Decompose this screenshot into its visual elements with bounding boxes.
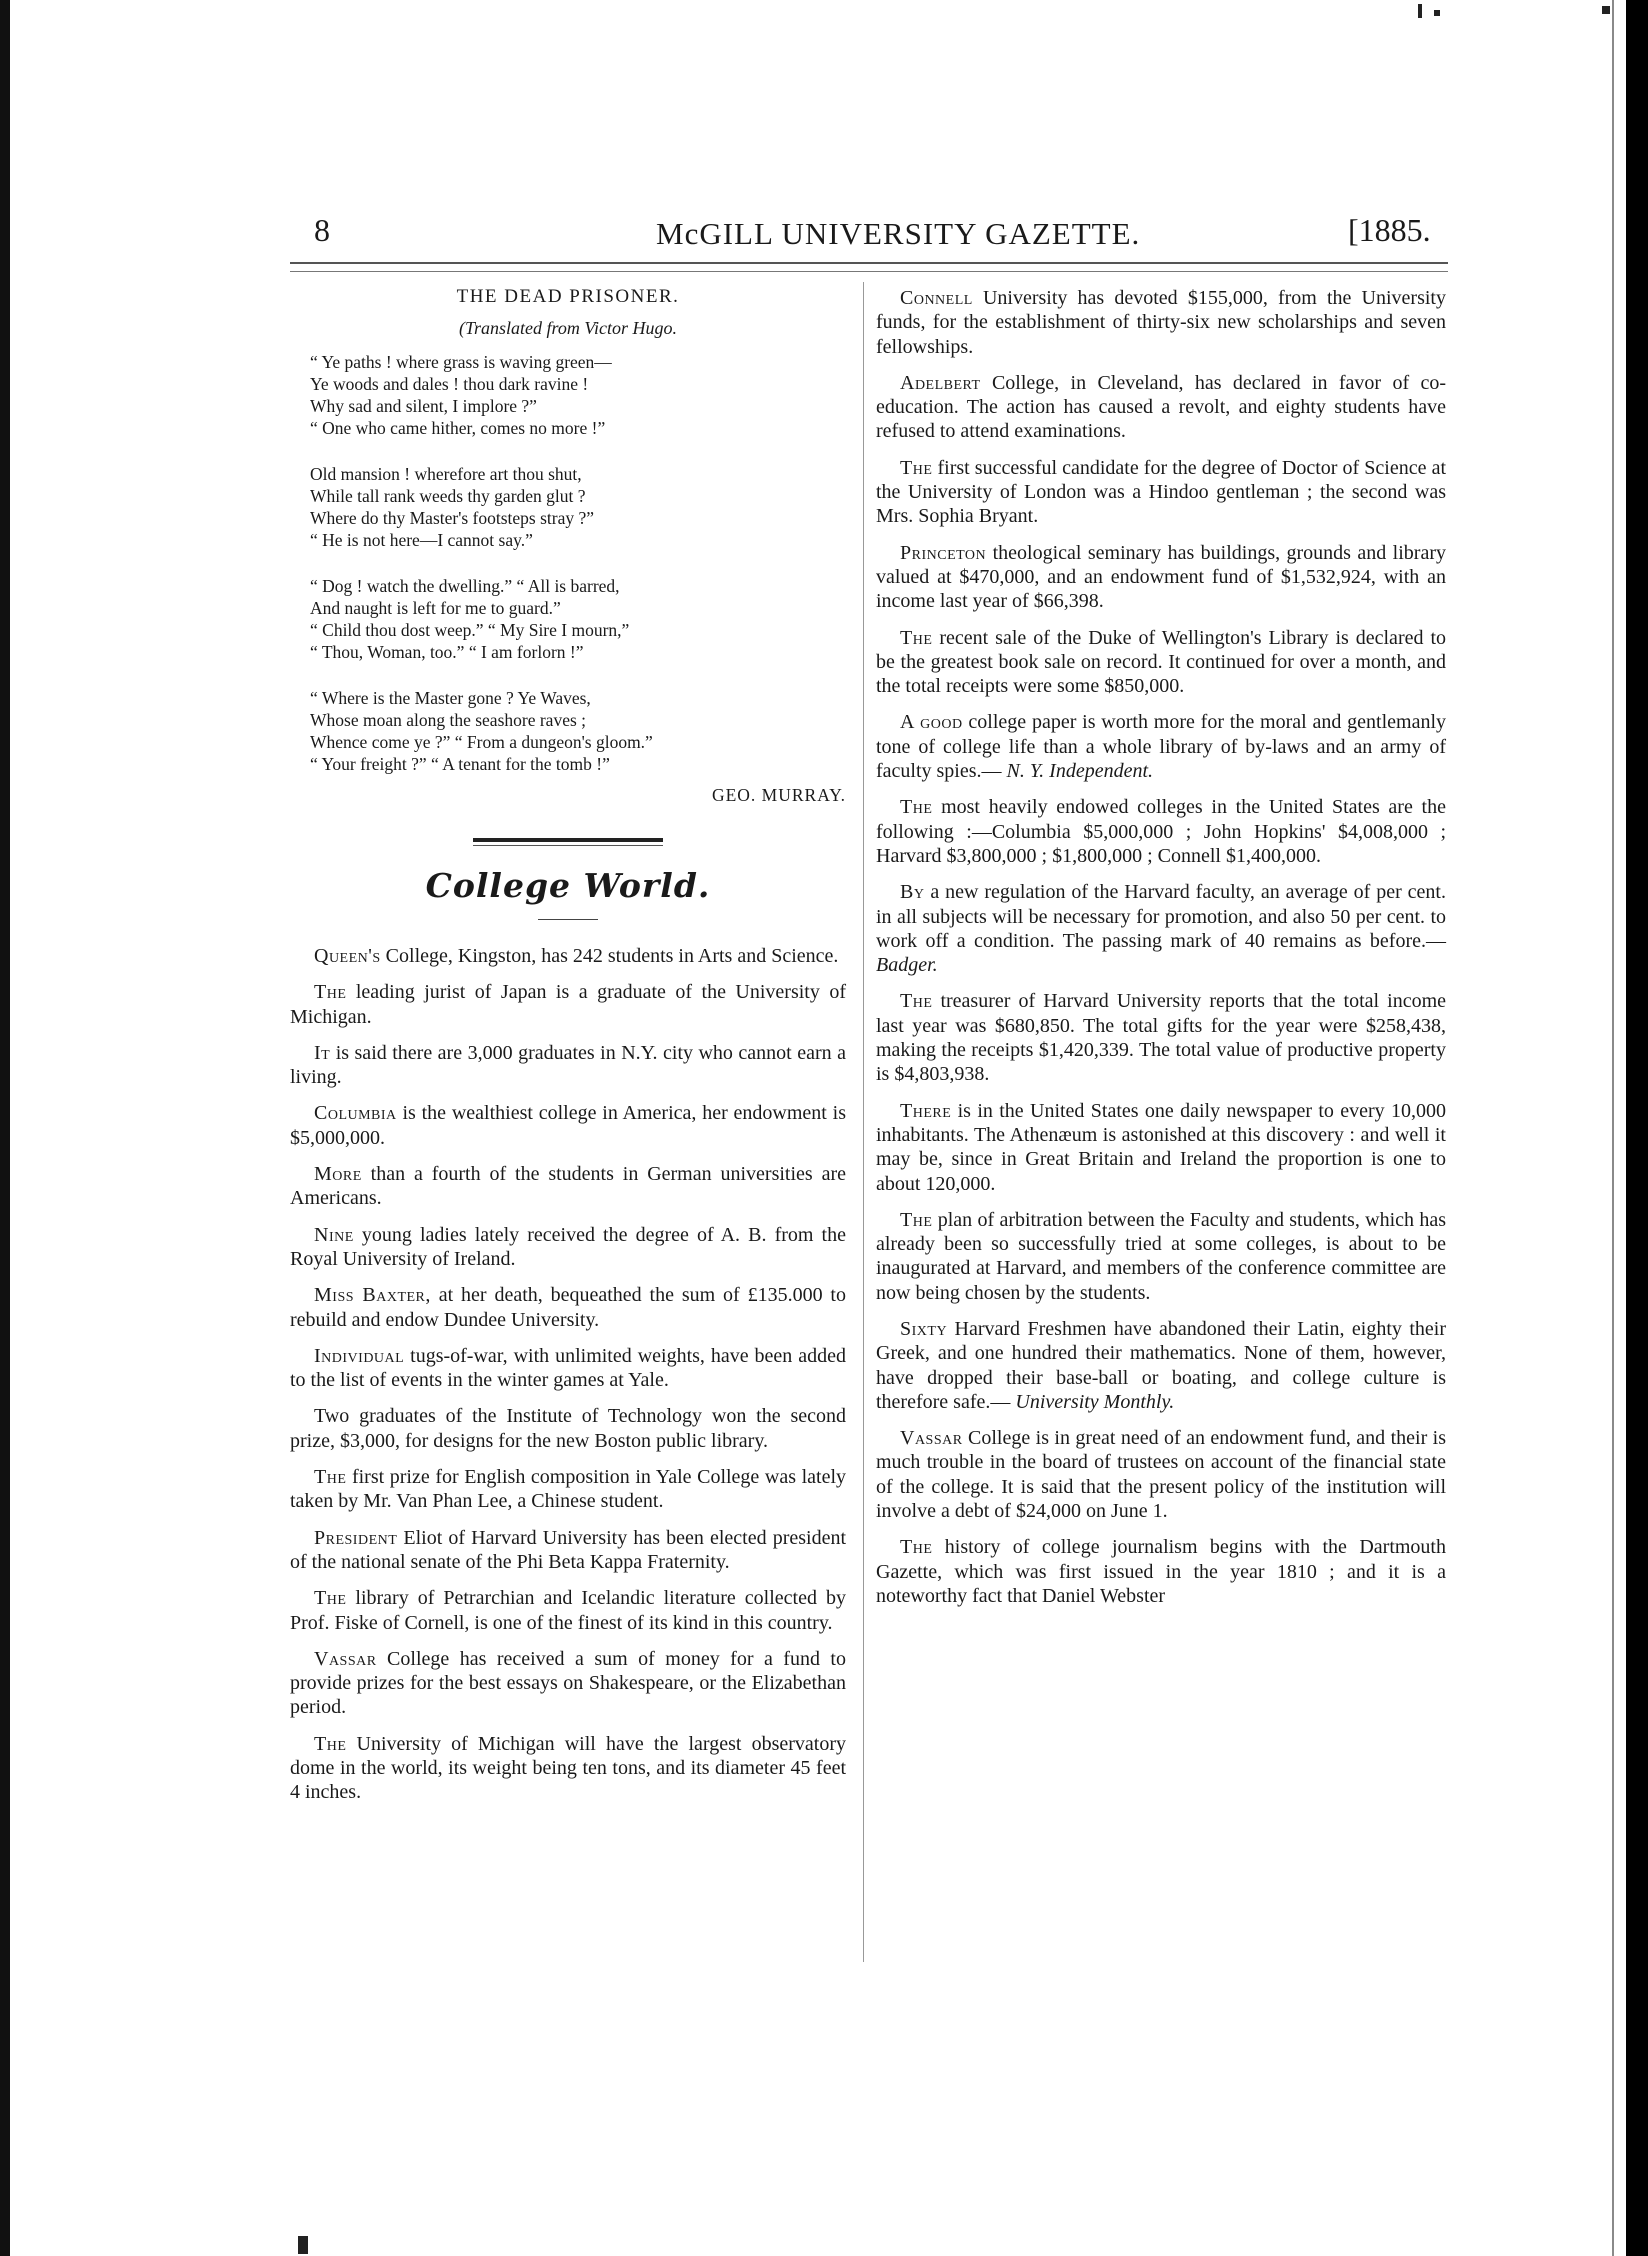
- poem-stanza: [310, 687, 846, 775]
- news-item-lead: Princeton: [900, 541, 987, 564]
- news-item: [876, 795, 1446, 868]
- poem-line: “ Your freight ?” “ A tenant for the tomb !”: [310, 754, 610, 774]
- news-item-lead: The: [900, 796, 933, 819]
- news-item-text: College, in Cleveland, has declared in favor of co-education. The action has caused a revolt, and eighty students have refused to attend examinations.: [876, 371, 1446, 443]
- scan-mark: [1418, 4, 1422, 18]
- news-item: [876, 626, 1446, 699]
- news-item-text: College, Kingston, has 242 students in Arts and Science.: [380, 945, 839, 967]
- news-item-source: University Monthly.: [1015, 1390, 1175, 1413]
- news-item-text: first prize for English composition in Yale College was lately taken by Mr. Van Phan Lee, a Chinese student.: [290, 1466, 846, 1513]
- news-item-lead: Nine: [314, 1223, 354, 1246]
- news-item-lead: President: [314, 1526, 398, 1549]
- news-item-lead: It: [314, 1041, 331, 1064]
- news-item: [876, 989, 1446, 1086]
- poem-line: “ Where is the Master gone ? Ye Waves,: [310, 688, 591, 708]
- news-item-text: University has devoted $155,000, from the University funds, for the establishment of thirty-six new scholarships and seven fellowships.: [876, 287, 1446, 358]
- news-item-text: college paper is worth more for the moral and gentlemanly tone of college life than a whole library of by-laws and an army of faculty spies.—: [876, 711, 1447, 783]
- scan-mark: [298, 2236, 308, 2254]
- scan-mark: [1602, 6, 1610, 14]
- right-news-list: [876, 286, 1446, 1608]
- news-item-text: University of Michigan will have the largest observatory dome in the world, its weight being ten tons, and its diameter 45 feet 4 inches.: [290, 1732, 846, 1804]
- page-number: 8: [314, 212, 330, 248]
- news-item: [876, 1317, 1446, 1414]
- news-item-lead: Miss Baxter,: [314, 1284, 431, 1307]
- news-item: [290, 1283, 846, 1332]
- scan-edge-right: [1626, 0, 1648, 2256]
- header-rule: [290, 262, 1448, 264]
- poem-line: “ He is not here—I cannot say.”: [310, 530, 533, 550]
- news-item-lead: The: [900, 1536, 933, 1559]
- poem-line: “ Dog ! watch the dwelling.” “ All is barred,: [310, 576, 620, 596]
- news-item-lead: Individual: [314, 1344, 405, 1367]
- news-item-text: history of college journalism begins with the Dartmouth Gazette, which was first issued in the year 1810 ; and it is a noteworthy fact that Daniel Webster: [876, 1536, 1446, 1607]
- poem-line: “ Child thou dost weep.” “ My Sire I mourn,”: [310, 620, 630, 640]
- heading-rule: [538, 919, 598, 920]
- news-item: [876, 710, 1446, 783]
- publication-title: McGILL UNIVERSITY GAZETTE.: [656, 216, 1141, 251]
- scan-edge-left: [0, 0, 10, 2256]
- page-header: [280, 212, 1440, 262]
- header-rule: [290, 271, 1448, 272]
- news-item: [290, 1223, 846, 1272]
- news-item: [290, 980, 846, 1029]
- right-column: [876, 286, 1446, 1620]
- news-item-text: is said there are 3,000 graduates in N.Y. city who cannot earn a living.: [290, 1041, 846, 1089]
- page-edge-line: [1612, 0, 1614, 2256]
- news-item-lead: The: [314, 981, 347, 1004]
- news-item: [876, 880, 1446, 977]
- poem-line: Old mansion ! wherefore art thou shut,: [310, 464, 582, 484]
- poem-stanza: [310, 575, 846, 663]
- column-divider: [863, 282, 864, 1962]
- news-item-lead: The: [900, 990, 933, 1013]
- news-item: [876, 1208, 1446, 1305]
- news-item-text: young ladies lately received the degree of A. B. from the Royal University of Ireland.: [290, 1223, 846, 1270]
- issue-year: [1885.: [1348, 212, 1431, 248]
- news-item: [290, 1041, 846, 1090]
- news-item-lead: Connell: [900, 287, 973, 309]
- news-item-lead: Columbia: [314, 1102, 397, 1125]
- news-item: [290, 944, 846, 968]
- news-item-lead: There: [900, 1099, 952, 1122]
- news-item-lead: The: [314, 1587, 347, 1610]
- news-item-lead: The: [900, 626, 933, 649]
- news-item: [876, 286, 1446, 359]
- news-item-text: most heavily endowed colleges in the United States are the following :—Columbia $5,000,000 ; John Hopkins' $4,008,000 ; Harvard $3,800,000 ; $1,800,000 ; Connell $1,400,000.: [876, 796, 1446, 867]
- poem-line: “ Ye paths ! where grass is waving green—: [310, 352, 612, 372]
- section-divider: [473, 838, 663, 842]
- news-item-lead: Queen's: [314, 945, 381, 967]
- news-item: [876, 1535, 1446, 1608]
- news-item-lead: More: [314, 1163, 362, 1186]
- news-item-text: plan of arbitration between the Faculty and students, which has already been so successfully tried at some colleges, is about to be inaugurated at Harvard, and members of the conference committee are now being chosen by the students.: [876, 1208, 1446, 1304]
- news-item-lead: A good: [900, 711, 963, 734]
- poem-line: Where do thy Master's footsteps stray ?”: [310, 508, 595, 528]
- news-item-text: library of Petrarchian and Icelandic literature collected by Prof. Fiske of Cornell, is one of the finest of its kind in this country.: [290, 1587, 846, 1634]
- section-divider: [473, 845, 663, 846]
- news-item-text: theological seminary has buildings, grounds and library valued at $470,000, and an endowment fund of $1,532,924, with an income last year of $66,398.: [876, 541, 1446, 613]
- news-item: [290, 1101, 846, 1150]
- news-item: [876, 541, 1446, 614]
- poem-line: “ Thou, Woman, too.” “ I am forlorn !”: [310, 642, 584, 662]
- news-item-lead: The: [314, 1732, 347, 1755]
- news-item: [876, 371, 1446, 444]
- news-item: [290, 1344, 846, 1393]
- poem-title: THE DEAD PRISONER.: [456, 286, 680, 307]
- news-item-text: at her death, bequeathed the sum of £135.000 to rebuild and endow Dundee University.: [290, 1284, 846, 1331]
- news-item-lead: The: [900, 1208, 933, 1231]
- news-item-text: Harvard Freshmen have abandoned their Latin, eighty their Greek, and one hundred their mathematics. None of them, however, have dropped their base-ball or boating, and college culture is therefore safe.—: [876, 1317, 1446, 1413]
- news-item: [876, 1099, 1446, 1196]
- news-item-text: recent sale of the Duke of Wellington's Library is declared to be the greatest book sale on record. It continued for over a month, and the total receipts were some $850,000.: [876, 626, 1446, 698]
- poem-line: Ye woods and dales ! thou dark ravine !: [310, 374, 589, 394]
- news-item-text: than a fourth of the students in German universities are Americans.: [290, 1163, 846, 1210]
- poem-line: While tall rank weeds thy garden glut ?: [310, 486, 586, 506]
- left-column: [290, 286, 846, 1817]
- news-item-text: Eliot of Harvard University has been elected president of the national senate of the Phi Beta Kappa Fraternity.: [290, 1526, 846, 1573]
- poem-author: GEO. MURRAY.: [711, 785, 846, 805]
- news-item-lead: Sixty: [900, 1317, 948, 1340]
- left-news-list: [290, 944, 846, 1805]
- poem-line: And naught is left for me to guard.”: [310, 598, 561, 618]
- news-item-text: College is in great need of an endowment fund, and their is much trouble in the board of trustees on account of the financial state of the college. It is said that the present policy of the institution will involve a debt of $24,000 on June 1.: [876, 1427, 1446, 1523]
- news-item: [290, 1586, 846, 1635]
- news-item: [876, 456, 1446, 529]
- news-item: [290, 1404, 846, 1453]
- section-heading: College World.: [425, 866, 711, 905]
- news-item-text: tugs-of-war, with unlimited weights, have been added to the list of events in the winter games at Yale.: [290, 1344, 846, 1392]
- news-item-lead: Adelbert: [900, 371, 981, 394]
- poem-line: “ One who came hither, comes no more !”: [310, 418, 606, 438]
- news-item-text: a new regulation of the Harvard faculty, an average of per cent. in all subjects will be necessary for promotion, and also 50 per cent. to work off a condition. The passing mark of 40 remains as before.—: [876, 881, 1446, 952]
- news-item-text: Two graduates of the Institute of Technology won the second prize, $3,000, for designs for the new Boston public library.: [290, 1405, 846, 1452]
- poem-line: Whose moan along the seashore raves ;: [310, 710, 587, 730]
- news-item: [876, 1426, 1446, 1523]
- news-item-lead: Vassar: [900, 1427, 963, 1450]
- news-item: [290, 1647, 846, 1720]
- news-item: [290, 1162, 846, 1211]
- news-item-lead: Vassar: [314, 1647, 377, 1670]
- news-item-text: College has received a sum of money for a fund to provide prizes for the best essays on Shakespeare, or the Elizabethan period.: [290, 1647, 846, 1719]
- news-item-text: treasurer of Harvard University reports that the total income last year was $680,850. The total gifts for the year were $258,438, making the receipts $1,420,339. The total value of productive property is $4,803,938.: [876, 990, 1446, 1086]
- news-item-text: is in the United States one daily newspaper to every 10,000 inhabitants. The Athenæum is astonished at this discovery : and well it may be, since in Great Britain and Ireland the proportion is one to about 120,000.: [876, 1099, 1446, 1195]
- news-item-text: leading jurist of Japan is a graduate of the University of Michigan.: [290, 981, 846, 1028]
- news-item-text: first successful candidate for the degree of Doctor of Science at the University of London was a Hindoo gentleman ; the second was Mrs. Sophia Bryant.: [876, 456, 1446, 528]
- news-item: [290, 1732, 846, 1805]
- news-item: [290, 1526, 846, 1575]
- poem-stanza: [310, 351, 846, 439]
- news-item-lead: The: [314, 1466, 347, 1489]
- news-item-lead: By: [900, 881, 925, 904]
- news-item: [290, 1465, 846, 1514]
- poem-stanza: [310, 463, 846, 551]
- poem-line: Whence come ye ?” “ From a dungeon's gloom.”: [310, 732, 653, 752]
- poem-subtitle: (Translated from Victor Hugo.: [458, 318, 677, 338]
- news-item-lead: The: [900, 456, 933, 479]
- poem-line: Why sad and silent, I implore ?”: [310, 396, 537, 416]
- news-item-source: N. Y. Independent.: [1006, 760, 1154, 783]
- news-item-text: is the wealthiest college in America, her endowment is $5,000,000.: [290, 1102, 846, 1149]
- news-item-source: Badger.: [876, 954, 938, 977]
- scan-mark: [1434, 10, 1440, 16]
